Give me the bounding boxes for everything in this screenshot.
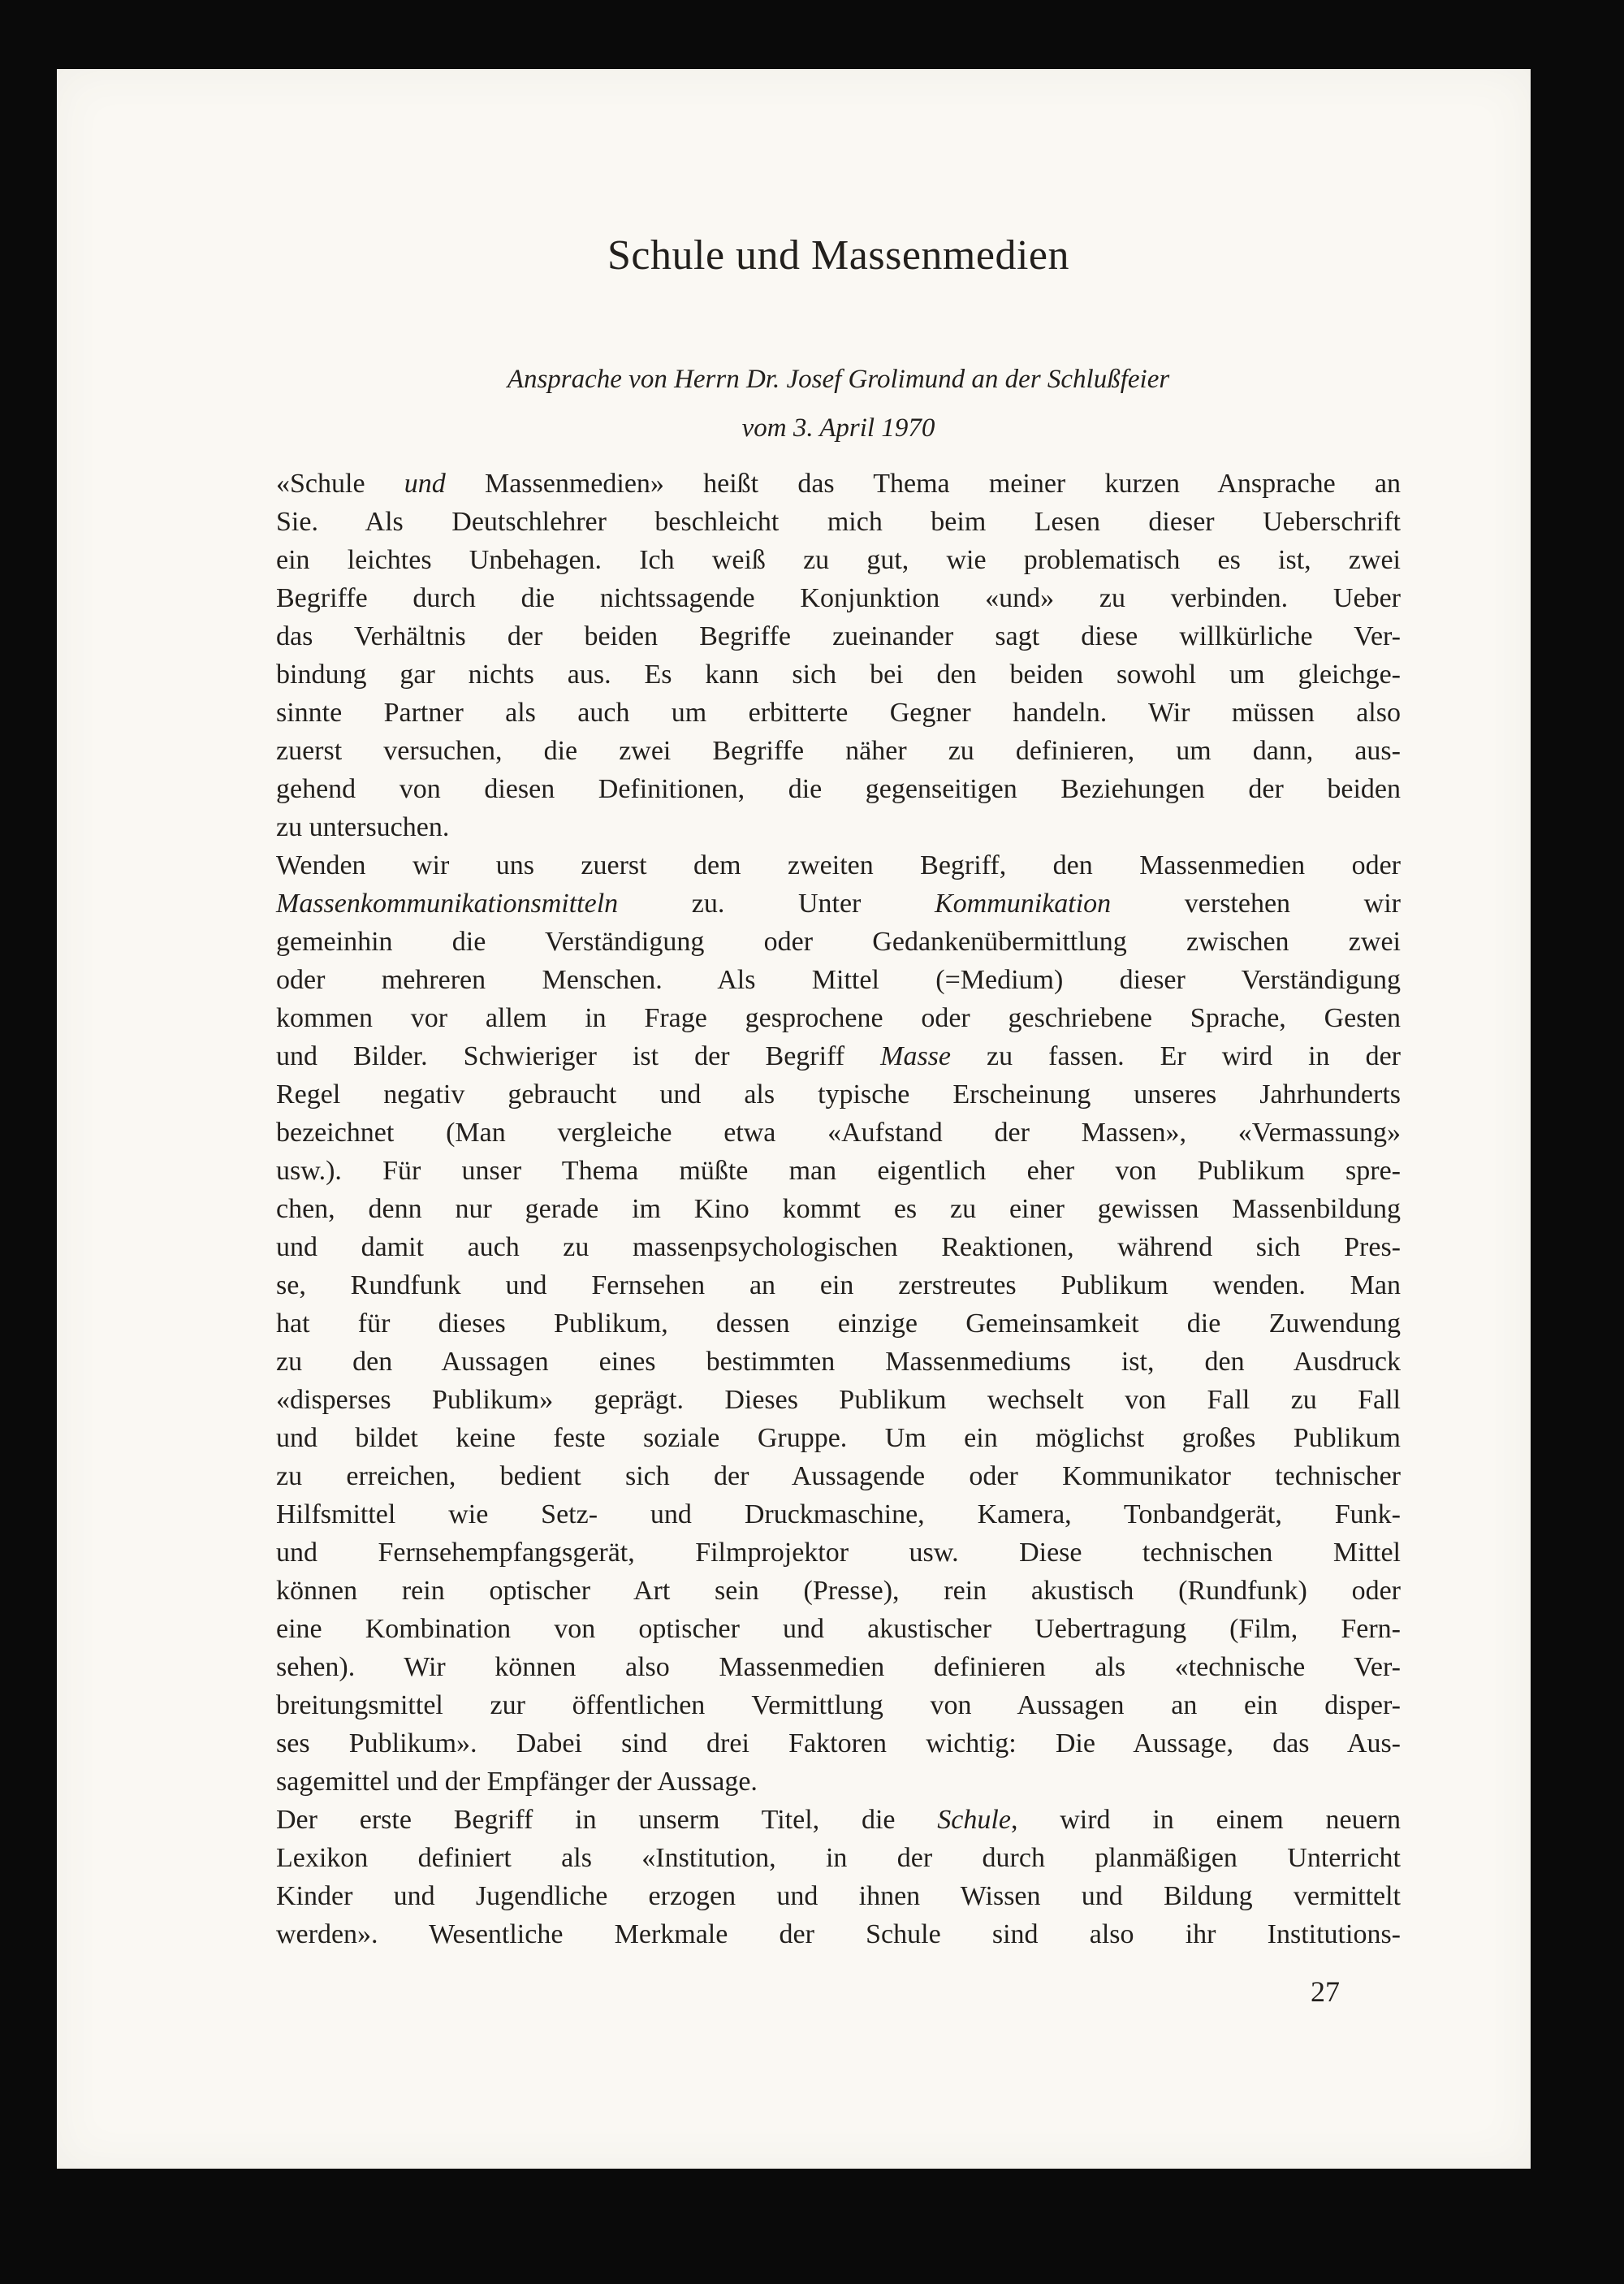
text-line: Der erste Begriff in unserm Titel, die Schule, wird in einem neuern	[276, 1805, 1401, 1835]
text-line: Sie. Als Deutschlehrer beschleicht mich beim Lesen dieser Ueberschrift	[276, 507, 1401, 537]
text-line: kommen vor allem in Frage gesprochene oder geschriebene Sprache, Gesten	[276, 1003, 1401, 1033]
text-line: Lexikon definiert als «Institution, in der durch planmäßigen Unterricht	[276, 1843, 1401, 1873]
text-line: zuerst versuchen, die zwei Begriffe näher zu definieren, um dann, aus-	[276, 736, 1401, 766]
text-line: können rein optischer Art sein (Presse), rein akustisch (Rundfunk) oder	[276, 1576, 1401, 1606]
text-line: sehen). Wir können also Massenmedien definieren als «technische Ver-	[276, 1652, 1401, 1682]
text-line: zu erreichen, bedient sich der Aussagende oder Kommunikator technischer	[276, 1461, 1401, 1491]
text-line: eine Kombination von optischer und akustischer Uebertragung (Film, Fern-	[276, 1614, 1401, 1644]
text-line: sinnte Partner als auch um erbitterte Gegner handeln. Wir müssen also	[276, 698, 1401, 728]
text-line: gemeinhin die Verständigung oder Gedankenübermittlung zwischen zwei	[276, 927, 1401, 957]
text-line: zu den Aussagen eines bestimmten Massenmediums ist, den Ausdruck	[276, 1347, 1401, 1377]
text-line: Hilfsmittel wie Setz- und Druckmaschine, Kamera, Tonbandgerät, Funk-	[276, 1499, 1401, 1529]
paragraph	[276, 846, 1401, 1801]
text-block	[276, 69, 1401, 2169]
text-line: hat für dieses Publikum, dessen einzige Gemeinsamkeit die Zuwendung	[276, 1309, 1401, 1339]
paragraph	[276, 1801, 1401, 1953]
text-line: ses Publikum». Dabei sind drei Faktoren wichtig: Die Aussage, das Aus-	[276, 1728, 1401, 1758]
page-number: 27	[1311, 1975, 1340, 2008]
text-line: chen, denn nur gerade im Kino kommt es zu einer gewissen Massenbildung	[276, 1194, 1401, 1224]
text-line: bezeichnet (Man vergleiche etwa «Aufstand der Massen», «Vermassung»	[276, 1118, 1401, 1148]
document-page	[57, 69, 1531, 2169]
text-line: und Fernsehempfangsgerät, Filmprojektor usw. Diese technischen Mittel	[276, 1538, 1401, 1568]
subtitle	[276, 355, 1401, 452]
text-line: se, Rundfunk und Fernsehen an ein zerstreutes Publikum wenden. Man	[276, 1270, 1401, 1300]
text-line: ein leichtes Unbehagen. Ich weiß zu gut, wie problematisch es ist, zwei	[276, 545, 1401, 575]
text-line: bindung gar nichts aus. Es kann sich bei den beiden sowohl um gleichge-	[276, 660, 1401, 690]
text-line: oder mehreren Menschen. Als Mittel (=Medium) dieser Verständigung	[276, 965, 1401, 995]
text-line: Begriffe durch die nichtssagende Konjunktion «und» zu verbinden. Ueber	[276, 583, 1401, 613]
text-line: Massenkommunikationsmitteln zu. Unter Kommunikation verstehen wir	[276, 889, 1401, 919]
text-line: und bildet keine feste soziale Gruppe. Um ein möglichst großes Publikum	[276, 1423, 1401, 1453]
text-line: sagemittel und der Empfänger der Aussage.	[276, 1767, 758, 1797]
text-line: «Schule und Massenmedien» heißt das Thema meiner kurzen Ansprache an	[276, 469, 1401, 499]
text-line: das Verhältnis der beiden Begriffe zueinander sagt diese willkürliche Ver-	[276, 621, 1401, 651]
text-line: werden». Wesentliche Merkmale der Schule sind also ihr Institutions-	[276, 1919, 1401, 1949]
subtitle-line-2: vom 3. April 1970	[741, 413, 935, 443]
text-line: und damit auch zu massenpsychologischen Reaktionen, während sich Pres-	[276, 1232, 1401, 1262]
text-line: «disperses Publikum» geprägt. Dieses Publikum wechselt von Fall zu Fall	[276, 1385, 1401, 1415]
text-line: Regel negativ gebraucht und als typische Erscheinung unseres Jahrhunderts	[276, 1079, 1401, 1110]
text-line: breitungsmittel zur öffentlichen Vermittlung von Aussagen an ein disper-	[276, 1690, 1401, 1720]
page-title: Schule und Massenmedien	[607, 232, 1069, 279]
subtitle-line-1: Ansprache von Herrn Dr. Josef Grolimund an der Schlußfeier	[507, 365, 1170, 394]
text-line: gehend von diesen Definitionen, die gegenseitigen Beziehungen der beiden	[276, 774, 1401, 804]
text-line: Wenden wir uns zuerst dem zweiten Begriff, den Massenmedien oder	[276, 850, 1401, 880]
text-line: usw.). Für unser Thema müßte man eigentlich eher von Publikum spre-	[276, 1156, 1401, 1186]
text-line: und Bilder. Schwieriger ist der Begriff Masse zu fassen. Er wird in der	[276, 1041, 1401, 1071]
text-line: zu untersuchen.	[276, 812, 450, 842]
paragraph	[276, 465, 1401, 846]
text-line: Kinder und Jugendliche erzogen und ihnen Wissen und Bildung vermittelt	[276, 1881, 1401, 1911]
body-text	[276, 465, 1401, 1953]
